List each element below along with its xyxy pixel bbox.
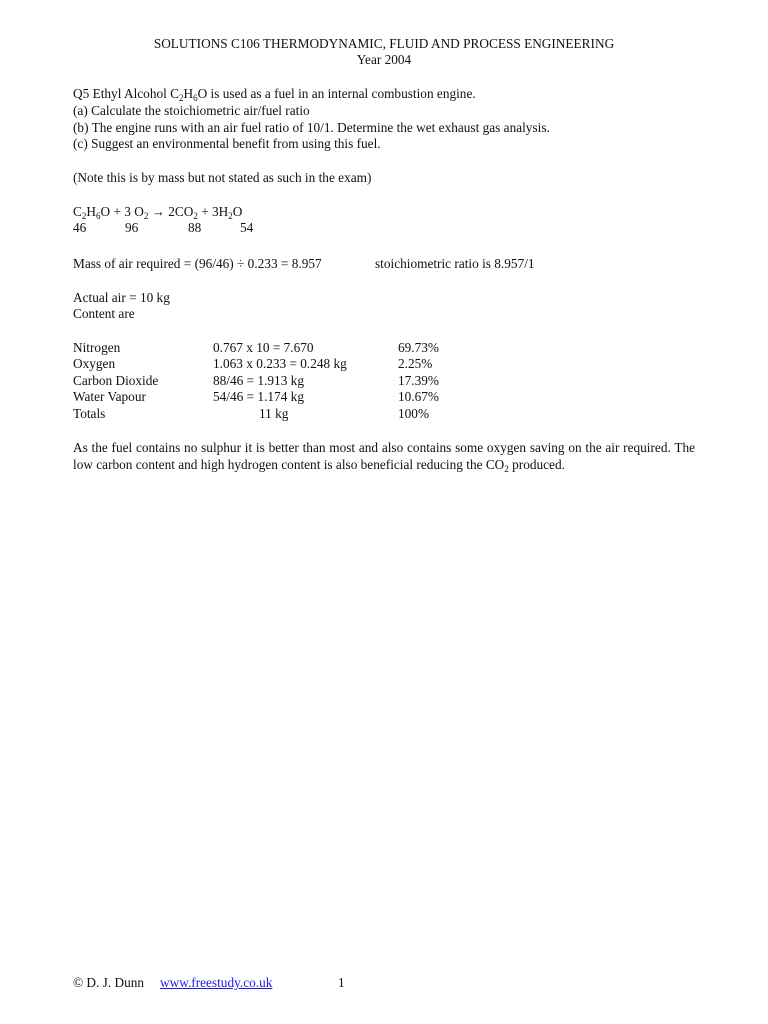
row-name: Water Vapour (73, 389, 146, 404)
mass-air-calc: Mass of air required = (96/46) ÷ 0.233 = 8.957 (73, 256, 322, 271)
combustion-equation: $C_2H_6O + 3$ $O_2 \to 2CO_2 + 3H_2O$ (73, 204, 243, 221)
row-calc: 11 kg (259, 406, 289, 421)
document-title: SOLUTIONS C106 THERMODYNAMIC, FLUID AND PROCESS ENGINEERING (153, 36, 615, 51)
row-pct: 69.73% (398, 340, 439, 355)
molar-mass-96: 96 (125, 220, 139, 235)
molar-mass-54: 54 (240, 220, 254, 235)
row-pct: 17.39% (398, 373, 439, 388)
question-part-c: (c) Suggest an environmental benefit from using this fuel. (73, 136, 381, 151)
note-text: (Note this is by mass but not stated as such in the exam) (73, 170, 372, 185)
row-calc: 88/46 = 1.913 kg (213, 373, 304, 388)
molar-mass-46: 46 (73, 220, 87, 235)
row-pct: 2.25% (398, 356, 433, 371)
row-calc: 54/46 = 1.174 kg (213, 389, 304, 404)
actual-air: Actual air = 10 kg (73, 290, 170, 305)
footer-link[interactable]: www.freestudy.co.uk (160, 975, 273, 990)
row-name: Totals (73, 406, 106, 421)
row-name: Oxygen (73, 356, 116, 371)
stoichiometric-ratio: stoichiometric ratio is 8.957/1 (375, 256, 535, 271)
page-number: 1 (338, 975, 345, 990)
question-part-b: (b) The engine runs with an air fuel ratio of 10/1. Determine the wet exhaust gas analysis. (73, 120, 550, 135)
question-part-a: (a) Calculate the stoichiometric air/fuel ratio (73, 103, 310, 118)
footer-author: © D. J. Dunn (73, 975, 145, 990)
row-calc: 1.063 x 0.233 = 0.248 kg (213, 356, 347, 371)
row-pct: 10.67% (398, 389, 439, 404)
row-calc: 0.767 x 10 = 7.670 (213, 340, 314, 355)
row-name: Carbon Dioxide (73, 373, 159, 388)
row-pct: 100% (398, 406, 430, 421)
document-year: Year 2004 (356, 52, 412, 67)
question-q5: Q5 Ethyl Alcohol $C_2H_6O$ is used as a fuel in an internal combustion engine. (73, 86, 476, 103)
molar-mass-88: 88 (188, 220, 202, 235)
conclusion-paragraph: As the fuel contains no sulphur it is better than most and also contains some oxygen saving on the air required. The low carbon content and high hydrogen content is also beneficial reducing the $CO_2$ produced. (73, 440, 695, 474)
row-name: Nitrogen (73, 340, 121, 355)
content-are: Content are (73, 306, 135, 321)
